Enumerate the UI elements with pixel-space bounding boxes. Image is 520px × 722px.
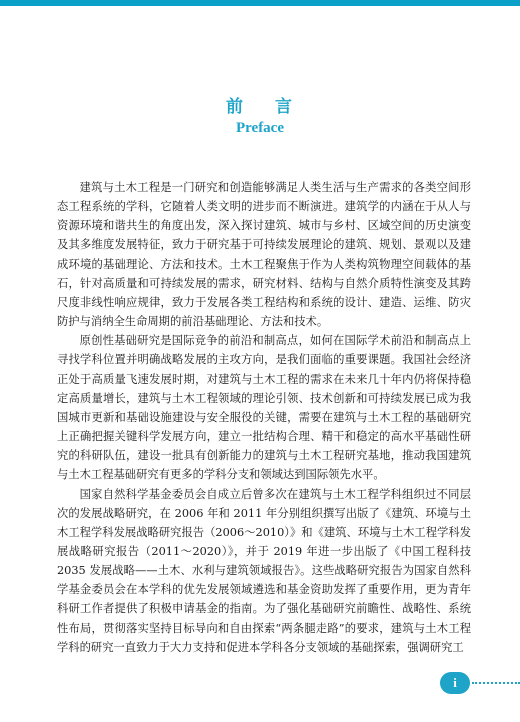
page-dotted-rule (472, 682, 520, 684)
paragraph-2: 原创性基础研究是国际竞争的前沿和制高点，如何在国际学术前沿和制高点上寻找学科位置并明确战略发展的主攻方向，是我们面临的重要课题。我国社会经济正处于高质量飞速发展时期，对建筑与土木工程的需求在未来几十年内仍将保持稳定高质量增长，建筑与土木工程领域的理论引领、技术创新和可持续发展已成为我国城市更新和基础设施建设与安全服役的关键，需要在建筑与土木工程的基础研究上正确把握关键科学发展方向，建立一批结构合理、精干和稳定的高水平基础性研究的科研队伍，建设一批具有创新能力的建筑与土木工程研究基地，推动我国建筑与土木工程基础研究有更多的学科分支和领域达到国际领先水平。 (57, 334, 471, 482)
page-title-chinese (0, 92, 520, 117)
page-title-english: Preface (235, 120, 285, 136)
page-footer (440, 672, 520, 694)
page-number-badge: i (440, 672, 470, 694)
title-char-2: 言 (275, 97, 294, 117)
paragraph-1: 建筑与土木工程是一门研究和创造能够满足人类生活与生产需求的各类空间形态工程系统的学科，它随着人类文明的进步而不断演进。建筑学的内涵在于从人与资源环境和谐共生的角度出发，深入探讨建筑、城市与乡村、区域空间的历史演变及其多维度发展特征，致力于研究基于可持续发展理论的建筑、规划、景观以及建成环境的基础理论、方法和技术。土木工程聚焦于作为人类构筑物理空间载体的基石，针对高质量和可持续发展的需求，研究材料、结构与自然介质特性演变及其跨尺度非线性响应规律，致力于发展各类工程结构和系统的设计、建造、运维、防灾防护与消纳全生命周期的前沿基础理论、方法和技术。 (57, 181, 471, 329)
paragraph-3: 国家自然科学基金委员会自成立后曾多次在建筑与土木工程学科组织过不同层次的发展战略研究，在 2006 年和 2011 年分别组织撰写出版了《建筑、环境与土木工程学科发展战略研究报告（2006～2010）》和《建筑、环境与土木工程学科发展战略研究报告（2011～2020）》，并于 2019 年进一步出版了《中国工程科技 2035 发展战略——土木、水利与建筑领域报告》。这些战略研究报告为国家自然科学基金委员会在本学科的优先发展领域遴选和基金资助发挥了重要作用，更为青年科研工作者提供了积极申请基金的指南。为了强化基础研究前瞻性、战略性、系统性布局，贯彻落实坚持目标导向和自由探索“两条腿走路”的要求，建筑与土木工程学科的研究一直致力于大力支持和促进本学科各分支领域的基础探索，强调研究工 (57, 487, 471, 654)
title-char-1: 前 (226, 97, 245, 117)
preface-body (57, 178, 471, 657)
top-accent-bar (0, 0, 520, 6)
